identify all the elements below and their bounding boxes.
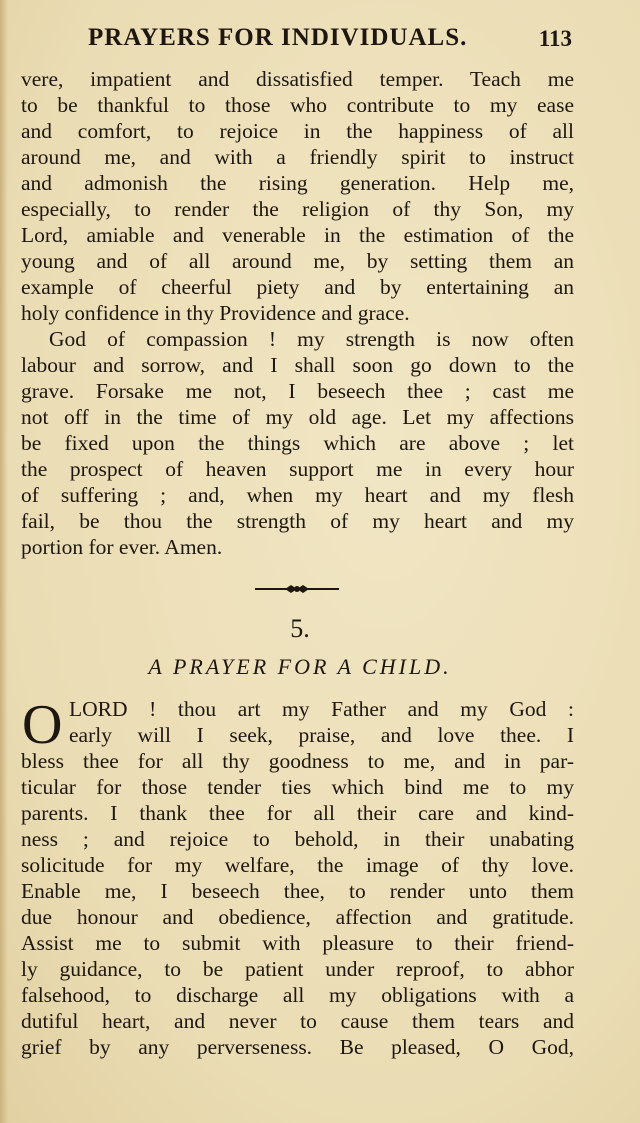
text-line: not off in the time of my old age. Let my affections [21,405,574,429]
text-line: falsehood, to discharge all my obligations with a [21,983,574,1007]
text-line: dutiful heart, and never to cause them tears and [21,1009,574,1033]
text-line: vere, impatient and dissatisfied temper. Teach me [21,67,574,91]
page-number: 113 [538,26,572,51]
text-line: the prospect of heaven support me in every hour [21,457,574,481]
text-line: be fixed upon the things which are above ; let [21,431,574,455]
text-line: young and of all around me, by setting them an [21,249,574,273]
text-line: bless thee for all thy goodness to me, and in par- [21,749,574,773]
text-line: Lord, amiable and venerable in the estimation of the [21,223,574,247]
text-line: solicitude for my welfare, the image of thy love. [21,853,574,877]
text-line: Assist me to submit with pleasure to their friend- [21,931,574,955]
text-line: LORD ! thou art my Father and my God : [69,697,574,721]
text-line: especially, to render the religion of thy Son, my [21,197,574,221]
text-line: fail, be thou the strength of my heart and my [21,509,574,533]
text-line: of suffering ; and, when my heart and my flesh [21,483,574,507]
text-line: grief by any perverseness. Be pleased, O God, [21,1035,574,1059]
section-divider-ornament [255,582,339,596]
paragraph-child-prayer [21,696,574,1060]
text-line: due honour and obedience, affection and gratitude. [21,905,574,929]
text-line: portion for ever. Amen. [21,535,223,559]
text-line: Enable me, I beseech thee, to render unto them [21,879,574,903]
paragraph-continued [21,66,574,326]
text-line: early will I seek, praise, and love thee. I [69,723,574,747]
text-line: ness ; and rejoice to behold, in their unabating [21,827,574,851]
section-title: A PRAYER FOR A CHILD. [148,654,452,679]
text-line: and comfort, to rejoice in the happiness of all [21,119,574,143]
text-line: ly guidance, to be patient under reproof, to abhor [21,957,574,981]
text-line: around me, and with a friendly spirit to instruct [21,145,574,169]
text-line: labour and sorrow, and I shall soon go down to the [21,353,574,377]
text-line: example of cheerful piety and by entertaining an [21,275,574,299]
page-gutter-shadow [0,0,8,1123]
text-line: holy confidence in thy Providence and grace. [21,301,410,325]
running-title: PRAYERS FOR INDIVIDUALS. [88,24,468,51]
text-line: ticular for those tender ties which bind me to my [21,775,574,799]
text-line: grave. Forsake me not, I beseech thee ; cast me [21,379,574,403]
section-number: 5. [290,614,310,643]
page-header [88,24,572,58]
drop-cap-letter: O [22,694,63,756]
text-line: parents. I thank thee for all their care and kind- [21,801,574,825]
paragraph-compassion [21,326,574,560]
text-line: God of compassion ! my strength is now often [49,327,574,351]
text-line: to be thankful to those who contribute to my ease [21,93,574,117]
text-line: and admonish the rising generation. Help me, [21,171,574,195]
